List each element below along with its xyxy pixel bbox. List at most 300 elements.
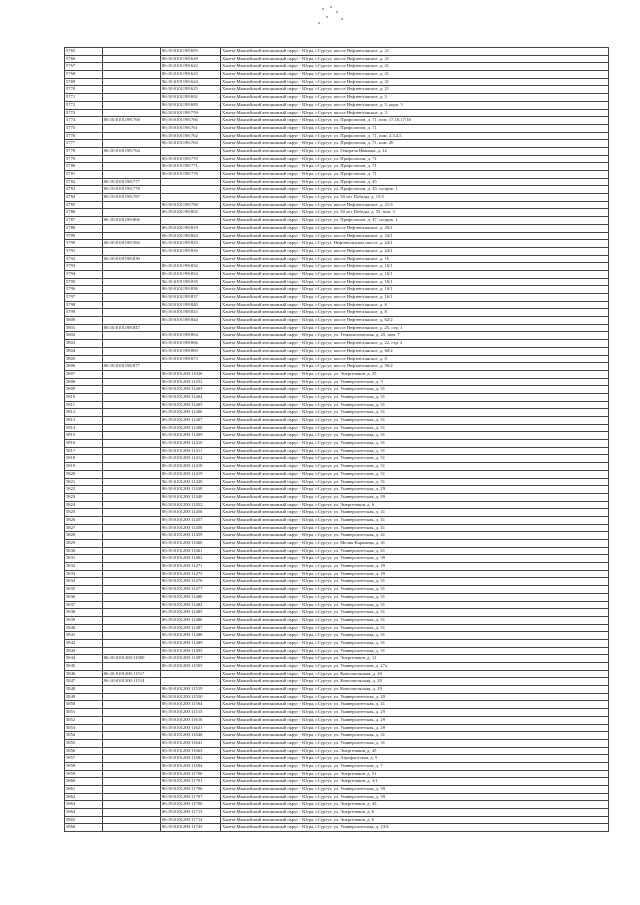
premises-cadastral-number-cell: 86:10:0101198:689 xyxy=(161,101,221,109)
premises-cadastral-number-cell: 86:10:0101200:11706 xyxy=(161,786,221,794)
building-cadastral-number-cell xyxy=(103,309,161,317)
row-number-cell: 5784 xyxy=(65,194,103,202)
table-row xyxy=(65,86,609,94)
row-number-cell: 5766 xyxy=(65,55,103,63)
row-number-cell: 5838 xyxy=(65,609,103,617)
row-number-cell: 5863 xyxy=(65,801,103,809)
premises-cadastral-number-cell: 86:10:0101200:11621 xyxy=(161,724,221,732)
row-number-cell: 5837 xyxy=(65,601,103,609)
premises-cadastral-number-cell: 86:10:0101198:762 xyxy=(161,132,221,140)
building-cadastral-number-cell: 86:10:0101198:847 xyxy=(103,324,161,332)
premises-cadastral-number-cell xyxy=(161,255,221,263)
premises-cadastral-number-cell: 86:10:0101198:796 xyxy=(161,201,221,209)
row-number-cell: 5813 xyxy=(65,417,103,425)
building-cadastral-number-cell: 86:10:0101198:778 xyxy=(103,186,161,194)
premises-cadastral-number-cell: 86:10:0101200:11564 xyxy=(161,701,221,709)
row-number-cell: 5846 xyxy=(65,670,103,678)
building-cadastral-number-cell xyxy=(103,578,161,586)
row-number-cell: 5768 xyxy=(65,71,103,79)
table-row xyxy=(65,586,609,594)
table-row xyxy=(65,570,609,578)
row-number-cell: 5775 xyxy=(65,124,103,132)
row-number-cell: 5845 xyxy=(65,663,103,671)
table-row xyxy=(65,409,609,417)
address-cell: Ханты-Мансийский автономный округ - Югра, г.Сургут, ул. Университетская, д. 41 xyxy=(221,524,609,532)
address-cell: Ханты-Мансийский автономный округ - Югра, г.Сургут, ул. Профсоюзов, д. 45, сооруж. 1 xyxy=(221,186,609,194)
premises-cadastral-number-cell: 86:10:0101198:692 xyxy=(161,94,221,102)
premises-cadastral-number-cell xyxy=(161,678,221,686)
address-cell: Ханты-Мансийский автономный округ - Югра, г.Сургут, ул. Университетская, д. 41 xyxy=(221,516,609,524)
building-cadastral-number-cell xyxy=(103,470,161,478)
address-cell: Ханты-Мансийский автономный округ - Югра, г.Сургут, шоссе Нефтеюганское, д. 22, стр. 2 xyxy=(221,340,609,348)
premises-cadastral-number-cell: 86:10:0101200:11411 xyxy=(161,447,221,455)
address-cell: Ханты-Мансийский автономный округ - Югра, г.Сургут, шоссе Нефтеюганское, д. 25, стр. 1 xyxy=(221,324,609,332)
address-cell: Ханты-Мансийский автономный округ - Югра, г.Сургут, ул. Аэрофлотская, д. 5 xyxy=(221,755,609,763)
table-row xyxy=(65,378,609,386)
address-cell: Ханты-Мансийский автономный округ - Югра, г.Сургут, ул. Профсоюзов, д. 71 xyxy=(221,155,609,163)
address-cell: Ханты-Мансийский автономный округ - Югра, г.Сургут, ул. Университетская, д. 31 xyxy=(221,401,609,409)
row-number-cell: 5792 xyxy=(65,255,103,263)
premises-cadastral-number-cell: 86:10:0101200:11419 xyxy=(161,470,221,478)
premises-cadastral-number-cell: 86:10:0101200:11420 xyxy=(161,478,221,486)
row-number-cell: 5780 xyxy=(65,163,103,171)
building-cadastral-number-cell xyxy=(103,101,161,109)
table-row xyxy=(65,755,609,763)
row-number-cell: 5771 xyxy=(65,94,103,102)
address-cell: Ханты-Мансийский автономный округ - Югра, г.Сургут, ул. 30 лет Победы, д. 15/2 xyxy=(221,194,609,202)
registry-table xyxy=(64,47,609,832)
table-row xyxy=(65,563,609,571)
address-cell: Ханты-Мансийский автономный округ - Югра, г.Сургут, ул. Генерала Иванова, д. 12 xyxy=(221,147,609,155)
building-cadastral-number-cell: 86:10:0101198:764 xyxy=(103,147,161,155)
address-cell: Ханты-Мансийский автономный округ - Югра, г.Сургут, ул. Университетская, д. 29 xyxy=(221,709,609,717)
building-cadastral-number-cell xyxy=(103,71,161,79)
premises-cadastral-number-cell: 86:10:0101200:11026 xyxy=(161,370,221,378)
address-cell: Ханты-Мансийский автономный округ - Югра, г.Сургут, ул. Энергетиков, д. 3/1 xyxy=(221,778,609,786)
premises-cadastral-number-cell: 86:10:0101198:844 xyxy=(161,317,221,325)
premises-cadastral-number-cell: 86:10:0101198:622 xyxy=(161,63,221,71)
row-number-cell: 5853 xyxy=(65,724,103,732)
address-cell: Ханты-Мансийский автономный округ - Югра, г.Сургут, ул. Университетская, д. 29 xyxy=(221,716,609,724)
address-cell: Ханты-Мансийский автономный округ - Югра, г.Сургут, ул. Технологическая, д. 25, пом. 7 xyxy=(221,332,609,340)
building-cadastral-number-cell xyxy=(103,317,161,325)
row-number-cell: 5801 xyxy=(65,324,103,332)
table-row xyxy=(65,440,609,448)
address-cell: Ханты-Мансийский автономный округ - Югра, г.Сургут, ул. Профсоюзов, д. 45 xyxy=(221,178,609,186)
row-number-cell: 5831 xyxy=(65,555,103,563)
row-number-cell: 5800 xyxy=(65,317,103,325)
table-row xyxy=(65,686,609,694)
building-cadastral-number-cell xyxy=(103,401,161,409)
premises-cadastral-number-cell: 86:10:0101200:11616 xyxy=(161,716,221,724)
table-row xyxy=(65,132,609,140)
table-row xyxy=(65,639,609,647)
table-row xyxy=(65,124,609,132)
row-number-cell: 5851 xyxy=(65,709,103,717)
row-number-cell: 5787 xyxy=(65,217,103,225)
address-cell: Ханты-Мансийский автономный округ - Югра, г.Сургут, ул. Комсомольская, д. 20 xyxy=(221,670,609,678)
building-cadastral-number-cell xyxy=(103,609,161,617)
row-number-cell: 5829 xyxy=(65,540,103,548)
row-number-cell: 5832 xyxy=(65,563,103,571)
premises-cadastral-number-cell: 86:10:0101200:11406 xyxy=(161,409,221,417)
address-cell: Ханты-Мансийский автономный округ - Югра, г.Сургут, ул. Энергетиков, д. 12 xyxy=(221,655,609,663)
address-cell: Ханты-Мансийский автономный округ - Югра, г.Сургут, ул. Университетская, д. 31 xyxy=(221,393,609,401)
address-cell: Ханты-Мансийский автономный округ - Югра, г.Сургут, ул. Энергетиков, д. 45 xyxy=(221,747,609,755)
table-row xyxy=(65,78,609,86)
table-row xyxy=(65,109,609,117)
table-row xyxy=(65,117,609,125)
table-row xyxy=(65,186,609,194)
premises-cadastral-number-cell: 86:10:0101200:11410 xyxy=(161,440,221,448)
address-cell: Ханты-Мансийский автономный округ - Югра, г.Сургут, ул. Университетская, д. 31 xyxy=(221,586,609,594)
table-row xyxy=(65,501,609,509)
table-row xyxy=(65,432,609,440)
building-cadastral-number-cell xyxy=(103,355,161,363)
row-number-cell: 5807 xyxy=(65,370,103,378)
table-row xyxy=(65,816,609,824)
building-cadastral-number-cell xyxy=(103,347,161,355)
table-row xyxy=(65,424,609,432)
table-row xyxy=(65,632,609,640)
row-number-cell: 5796 xyxy=(65,286,103,294)
table-row xyxy=(65,278,609,286)
address-cell: Ханты-Мансийский автономный округ - Югра, г.Сургут, ул. Университетская, д. 29 xyxy=(221,693,609,701)
row-number-cell: 5834 xyxy=(65,578,103,586)
row-number-cell: 5859 xyxy=(65,770,103,778)
scan-speck-mark xyxy=(300,4,360,34)
building-cadastral-number-cell xyxy=(103,463,161,471)
premises-cadastral-number-cell: 86:10:0101200:11405 xyxy=(161,401,221,409)
address-cell: Ханты-Мансийский автономный округ - Югра, г.Сургут, ул. Университетская, д. 31 xyxy=(221,739,609,747)
address-cell: Ханты-Мансийский автономный округ - Югра, г.Сургут, ул. Университетская, д. 41 xyxy=(221,547,609,555)
address-cell: Ханты-Мансийский автономный округ - Югра, г.Сургут, ул. Энергетиков, д. 6 xyxy=(221,816,609,824)
row-number-cell: 5841 xyxy=(65,632,103,640)
address-cell: Ханты-Мансийский автономный округ - Югра, г.Сургут, ул. Университетская, д. 31 xyxy=(221,632,609,640)
premises-cadastral-number-cell: 86:10:0101200:11418 xyxy=(161,463,221,471)
premises-cadastral-number-cell: 86:10:0101200:11708 xyxy=(161,801,221,809)
premises-cadastral-number-cell: 86:10:0101198:873 xyxy=(161,355,221,363)
table-row xyxy=(65,716,609,724)
row-number-cell: 5850 xyxy=(65,701,103,709)
table-row xyxy=(65,71,609,79)
table-row xyxy=(65,693,609,701)
registry-table-body xyxy=(65,48,609,832)
address-cell: Ханты-Мансийский автономный округ - Югра, г.Сургут, шоссе Нефтеюганское, д. 16/1 xyxy=(221,294,609,302)
building-cadastral-number-cell xyxy=(103,709,161,717)
premises-cadastral-number-cell: 86:10:0101200:11252 xyxy=(161,378,221,386)
address-cell: Ханты-Мансийский автономный округ - Югра, г.Сургут, шоссе Нефтеюганское, д. 16/1 xyxy=(221,278,609,286)
building-cadastral-number-cell xyxy=(103,224,161,232)
address-cell: Ханты-Мансийский автономный округ - Югра, г.Сургут, ул. Мелик-Карамова, д. 41 xyxy=(221,540,609,548)
table-row xyxy=(65,224,609,232)
premises-cadastral-number-cell: 86:10:0101198:864 xyxy=(161,332,221,340)
premises-cadastral-number-cell: 86:10:0101198:835 xyxy=(161,278,221,286)
row-number-cell: 5864 xyxy=(65,809,103,817)
table-row xyxy=(65,255,609,263)
row-number-cell: 5847 xyxy=(65,678,103,686)
address-cell: Ханты-Мансийский автономный округ - Югра, г.Сургут, шоссе Нефтеюганское, д. 8 xyxy=(221,355,609,363)
address-cell: Ханты-Мансийский автономный округ - Югра, г.Сургут, шоссе Нефтеюганское, д. 21 xyxy=(221,55,609,63)
table-row xyxy=(65,201,609,209)
premises-cadastral-number-cell xyxy=(161,670,221,678)
premises-cadastral-number-cell: 86:10:0101200:11477 xyxy=(161,586,221,594)
row-number-cell: 5783 xyxy=(65,186,103,194)
table-row xyxy=(65,309,609,317)
premises-cadastral-number-cell: 86:10:0101200:11519 xyxy=(161,686,221,694)
address-cell: Ханты-Мансийский автономный округ - Югра, г.Сургут, ул. Энергетиков, д. 51 xyxy=(221,770,609,778)
table-row xyxy=(65,493,609,501)
address-cell: Ханты-Мансийский автономный округ - Югра, г.Сургут, ул. Университетская, д. 31 xyxy=(221,593,609,601)
building-cadastral-number-cell xyxy=(103,647,161,655)
building-cadastral-number-cell xyxy=(103,155,161,163)
row-number-cell: 5785 xyxy=(65,201,103,209)
table-row xyxy=(65,709,609,717)
premises-cadastral-number-cell: 86:10:0101200:11475 xyxy=(161,570,221,578)
building-cadastral-number-cell xyxy=(103,716,161,724)
premises-cadastral-number-cell: 86:10:0101198:759 xyxy=(161,109,221,117)
address-cell: Ханты-Мансийский автономный округ - Югра, г.Сургут, ул. Университетская, д. 31 xyxy=(221,440,609,448)
building-cadastral-number-cell xyxy=(103,132,161,140)
building-cadastral-number-cell xyxy=(103,570,161,578)
building-cadastral-number-cell: 86:10:0101198:830 xyxy=(103,255,161,263)
building-cadastral-number-cell: 86:10:0101200:11500 xyxy=(103,655,161,663)
building-cadastral-number-cell xyxy=(103,586,161,594)
address-cell: Ханты-Мансийский автономный округ - Югра, г.Сургут, ул. Энергетиков, д. 6 xyxy=(221,809,609,817)
table-row xyxy=(65,724,609,732)
table-row xyxy=(65,478,609,486)
building-cadastral-number-cell xyxy=(103,55,161,63)
table-row xyxy=(65,240,609,248)
building-cadastral-number-cell xyxy=(103,48,161,56)
premises-cadastral-number-cell: 86:10:0101200:11694 xyxy=(161,762,221,770)
premises-cadastral-number-cell: 86:10:0101200:11482 xyxy=(161,601,221,609)
building-cadastral-number-cell xyxy=(103,824,161,832)
address-cell: Ханты-Мансийский автономный округ - Югра, г.Сургут, ул. Университетская, д. 31 xyxy=(221,609,609,617)
building-cadastral-number-cell xyxy=(103,124,161,132)
table-row xyxy=(65,524,609,532)
building-cadastral-number-cell xyxy=(103,793,161,801)
address-cell: Ханты-Мансийский автономный округ - Югра, г.Сургут, ул. Университетская, д. 31 xyxy=(221,624,609,632)
premises-cadastral-number-cell: 86:10:0101198:624 xyxy=(161,78,221,86)
table-row xyxy=(65,655,609,663)
table-row xyxy=(65,140,609,148)
premises-cadastral-number-cell xyxy=(161,363,221,371)
address-cell: Ханты-Мансийский автономный округ - Югра, г.Сургут, ул. Университетская, д. 41 xyxy=(221,509,609,517)
premises-cadastral-number-cell: 86:10:0101200:11700 xyxy=(161,770,221,778)
premises-cadastral-number-cell: 86:10:0101200:11458 xyxy=(161,524,221,532)
premises-cadastral-number-cell: 86:10:0101200:11745 xyxy=(161,824,221,832)
row-number-cell: 5865 xyxy=(65,816,103,824)
building-cadastral-number-cell: 86:10:0101198:777 xyxy=(103,178,161,186)
premises-cadastral-number-cell: 86:10:0101200:11408 xyxy=(161,424,221,432)
premises-cadastral-number-cell: 86:10:0101198:771 xyxy=(161,163,221,171)
premises-cadastral-number-cell: 86:10:0101198:866 xyxy=(161,340,221,348)
table-row xyxy=(65,247,609,255)
building-cadastral-number-cell: 86:10:0101198:582 xyxy=(103,240,161,248)
building-cadastral-number-cell xyxy=(103,247,161,255)
table-row xyxy=(65,301,609,309)
address-cell: Ханты-Мансийский автономный округ - Югра, г.Сургут, ул. Профсоюзов, д. 71 xyxy=(221,124,609,132)
building-cadastral-number-cell xyxy=(103,201,161,209)
building-cadastral-number-cell xyxy=(103,786,161,794)
row-number-cell: 5835 xyxy=(65,586,103,594)
building-cadastral-number-cell xyxy=(103,340,161,348)
premises-cadastral-number-cell: 86:10:0101200:11497 xyxy=(161,655,221,663)
premises-cadastral-number-cell: 86:10:0101200:11707 xyxy=(161,793,221,801)
building-cadastral-number-cell xyxy=(103,432,161,440)
table-row xyxy=(65,386,609,394)
address-cell: Ханты-Мансийский автономный округ - Югра, г.Сургут, шоссе Нефтеюганское, д. 62/2 xyxy=(221,317,609,325)
building-cadastral-number-cell xyxy=(103,624,161,632)
row-number-cell: 5827 xyxy=(65,524,103,532)
address-cell: Ханты-Мансийский автономный округ - Югра, г.Сургут, ул. Университетская, д. 31 xyxy=(221,417,609,425)
row-number-cell: 5789 xyxy=(65,232,103,240)
building-cadastral-number-cell xyxy=(103,686,161,694)
row-number-cell: 5842 xyxy=(65,639,103,647)
address-cell: Ханты-Мансийский автономный округ - Югра, г.Сургут, ул. Университетская, д. 39 xyxy=(221,793,609,801)
table-row xyxy=(65,232,609,240)
premises-cadastral-number-cell: 86:10:0101200:11409 xyxy=(161,432,221,440)
building-cadastral-number-cell xyxy=(103,663,161,671)
building-cadastral-number-cell xyxy=(103,332,161,340)
premises-cadastral-number-cell: 86:10:0101200:11459 xyxy=(161,532,221,540)
address-cell: Ханты-Мансийский автономный округ - Югра, г.Сургут, ул. Университетская, д. 31 xyxy=(221,432,609,440)
address-cell: Ханты-Мансийский автономный округ - Югра, г.Сургут, ул. Университетская, д. 31 xyxy=(221,455,609,463)
premises-cadastral-number-cell: 86:10:0101198:836 xyxy=(161,286,221,294)
building-cadastral-number-cell xyxy=(103,386,161,394)
premises-cadastral-number-cell: 86:10:0101198:826 xyxy=(161,247,221,255)
row-number-cell: 5857 xyxy=(65,755,103,763)
table-row xyxy=(65,401,609,409)
building-cadastral-number-cell xyxy=(103,140,161,148)
address-cell: Ханты-Мансийский автономный округ - Югра, г.Сургут, шоссе Нефтеюганское, д. 16 xyxy=(221,255,609,263)
building-cadastral-number-cell xyxy=(103,601,161,609)
row-number-cell: 5839 xyxy=(65,616,103,624)
address-cell: Ханты-Мансийский автономный округ - Югра, г.Сургут, ул. Университетская, д. 27а xyxy=(221,663,609,671)
address-cell: Ханты-Мансийский автономный округ - Югра, г.Сургут, шоссе Нефтеюганское, д. 24/1 xyxy=(221,247,609,255)
row-number-cell: 5836 xyxy=(65,593,103,601)
building-cadastral-number-cell xyxy=(103,816,161,824)
address-cell: Ханты-Мансийский автономный округ - Югра, г.Сургут, шоссе Нефтеюганское, д. 8 xyxy=(221,301,609,309)
row-number-cell: 5806 xyxy=(65,363,103,371)
table-row xyxy=(65,824,609,832)
premises-cadastral-number-cell: 86:10:0101198:869 xyxy=(161,347,221,355)
premises-cadastral-number-cell: 86:10:0101198:695 xyxy=(161,48,221,56)
building-cadastral-number-cell xyxy=(103,693,161,701)
table-row xyxy=(65,63,609,71)
address-cell: Ханты-Мансийский автономный округ - Югра, г.Сургут, ул. Профсоюзов, д. 71, пом. 17,18,17/18 xyxy=(221,117,609,125)
row-number-cell: 5798 xyxy=(65,301,103,309)
address-cell: Ханты-Мансийский автономный округ - Югра, г.Сургут, ул. Университетская, д. 29 xyxy=(221,486,609,494)
row-number-cell: 5799 xyxy=(65,309,103,317)
premises-cadastral-number-cell: 86:10:0101200:11462 xyxy=(161,555,221,563)
table-row xyxy=(65,178,609,186)
row-number-cell: 5856 xyxy=(65,747,103,755)
row-number-cell: 5804 xyxy=(65,347,103,355)
address-cell: Ханты-Мансийский автономный округ - Югра, г.Сургут, ул. Энергетиков, д. 6 xyxy=(221,501,609,509)
building-cadastral-number-cell xyxy=(103,232,161,240)
address-cell: Ханты-Мансийский автономный округ - Югра, г.Сургут, шоссе Нефтеюганское, д. 8 xyxy=(221,309,609,317)
table-row xyxy=(65,270,609,278)
address-cell: Ханты-Мансийский автономный округ - Югра, г.Сургут, шоссе Нефтеюганское, д. 21/4 xyxy=(221,201,609,209)
row-number-cell: 5808 xyxy=(65,378,103,386)
building-cadastral-number-cell xyxy=(103,447,161,455)
address-cell: Ханты-Мансийский автономный округ - Югра, г.Сургут, ул. Университетская, д. 31 xyxy=(221,601,609,609)
building-cadastral-number-cell xyxy=(103,286,161,294)
address-cell: Ханты-Мансийский автономный округ - Югра, г.Сургут, ул. Университетская, д. 31 xyxy=(221,386,609,394)
premises-cadastral-number-cell: 86:10:0101200:11714 xyxy=(161,816,221,824)
table-row xyxy=(65,609,609,617)
premises-cadastral-number-cell: 86:10:0101200:11456 xyxy=(161,509,221,517)
premises-cadastral-number-cell: 86:10:0101200:11457 xyxy=(161,516,221,524)
premises-cadastral-number-cell: 86:10:0101200:11476 xyxy=(161,578,221,586)
building-cadastral-number-cell: 86:10:0101198:877 xyxy=(103,363,161,371)
row-number-cell: 5769 xyxy=(65,78,103,86)
row-number-cell: 5805 xyxy=(65,355,103,363)
premises-cadastral-number-cell: 86:10:0101200:11550 xyxy=(161,693,221,701)
building-cadastral-number-cell xyxy=(103,440,161,448)
premises-cadastral-number-cell: 86:10:0101200:11486 xyxy=(161,616,221,624)
building-cadastral-number-cell: 86:10:0101198:806 xyxy=(103,217,161,225)
premises-cadastral-number-cell: 86:10:0101200:11438 xyxy=(161,486,221,494)
table-row xyxy=(65,101,609,109)
premises-cadastral-number-cell: 86:10:0101200:11471 xyxy=(161,563,221,571)
table-row xyxy=(65,516,609,524)
row-number-cell: 5860 xyxy=(65,778,103,786)
premises-cadastral-number-cell xyxy=(161,217,221,225)
building-cadastral-number-cell: 86:10:0101200:11514 xyxy=(103,678,161,686)
table-row xyxy=(65,470,609,478)
table-row xyxy=(65,171,609,179)
address-cell: Ханты-Мансийский автономный округ - Югра, г.Сургут, ул. Университетская, д. 41 xyxy=(221,532,609,540)
table-row xyxy=(65,48,609,56)
building-cadastral-number-cell xyxy=(103,486,161,494)
premises-cadastral-number-cell: 86:10:0101198:840 xyxy=(161,301,221,309)
address-cell: Ханты-Мансийский автономный округ - Югра, г.Сургут, шоссе Нефтеюганское, д. 16/1 xyxy=(221,286,609,294)
address-cell: Ханты-Мансийский автономный округ - Югра, г.Сургут, ул. Университетская, д. 39 xyxy=(221,493,609,501)
row-number-cell: 5772 xyxy=(65,101,103,109)
address-cell: Ханты-Мансийский автономный округ - Югра, г.Сургут, ул. Комсомольская, д. 20 xyxy=(221,678,609,686)
premises-cadastral-number-cell: 86:10:0101198:770 xyxy=(161,155,221,163)
address-cell: Ханты-Мансийский автономный округ - Югра, г.Сургут, ул. Университетская, д. 39 xyxy=(221,786,609,794)
row-number-cell: 5776 xyxy=(65,132,103,140)
row-number-cell: 5774 xyxy=(65,117,103,125)
premises-cadastral-number-cell: 86:10:0101200:11407 xyxy=(161,417,221,425)
row-number-cell: 5852 xyxy=(65,716,103,724)
address-cell: Ханты-Мансийский автономный округ - Югра, г.Сургут, шоссе Нефтеюганское, д. 60/2 xyxy=(221,347,609,355)
row-number-cell: 5803 xyxy=(65,340,103,348)
premises-cadastral-number-cell: 86:10:0101200:11480 xyxy=(161,593,221,601)
table-row xyxy=(65,393,609,401)
building-cadastral-number-cell xyxy=(103,294,161,302)
address-cell: Ханты-Мансийский автономный округ - Югра, г.Сургут, ул. Университетская, д. 31 xyxy=(221,447,609,455)
table-row xyxy=(65,332,609,340)
table-row xyxy=(65,739,609,747)
table-row xyxy=(65,770,609,778)
building-cadastral-number-cell xyxy=(103,532,161,540)
row-number-cell: 5782 xyxy=(65,178,103,186)
premises-cadastral-number-cell xyxy=(161,324,221,332)
row-number-cell: 5825 xyxy=(65,509,103,517)
row-number-cell: 5833 xyxy=(65,570,103,578)
table-row xyxy=(65,363,609,371)
table-row xyxy=(65,286,609,294)
building-cadastral-number-cell xyxy=(103,555,161,563)
table-row xyxy=(65,55,609,63)
premises-cadastral-number-cell: 86:10:0101200:11460 xyxy=(161,540,221,548)
building-cadastral-number-cell xyxy=(103,724,161,732)
